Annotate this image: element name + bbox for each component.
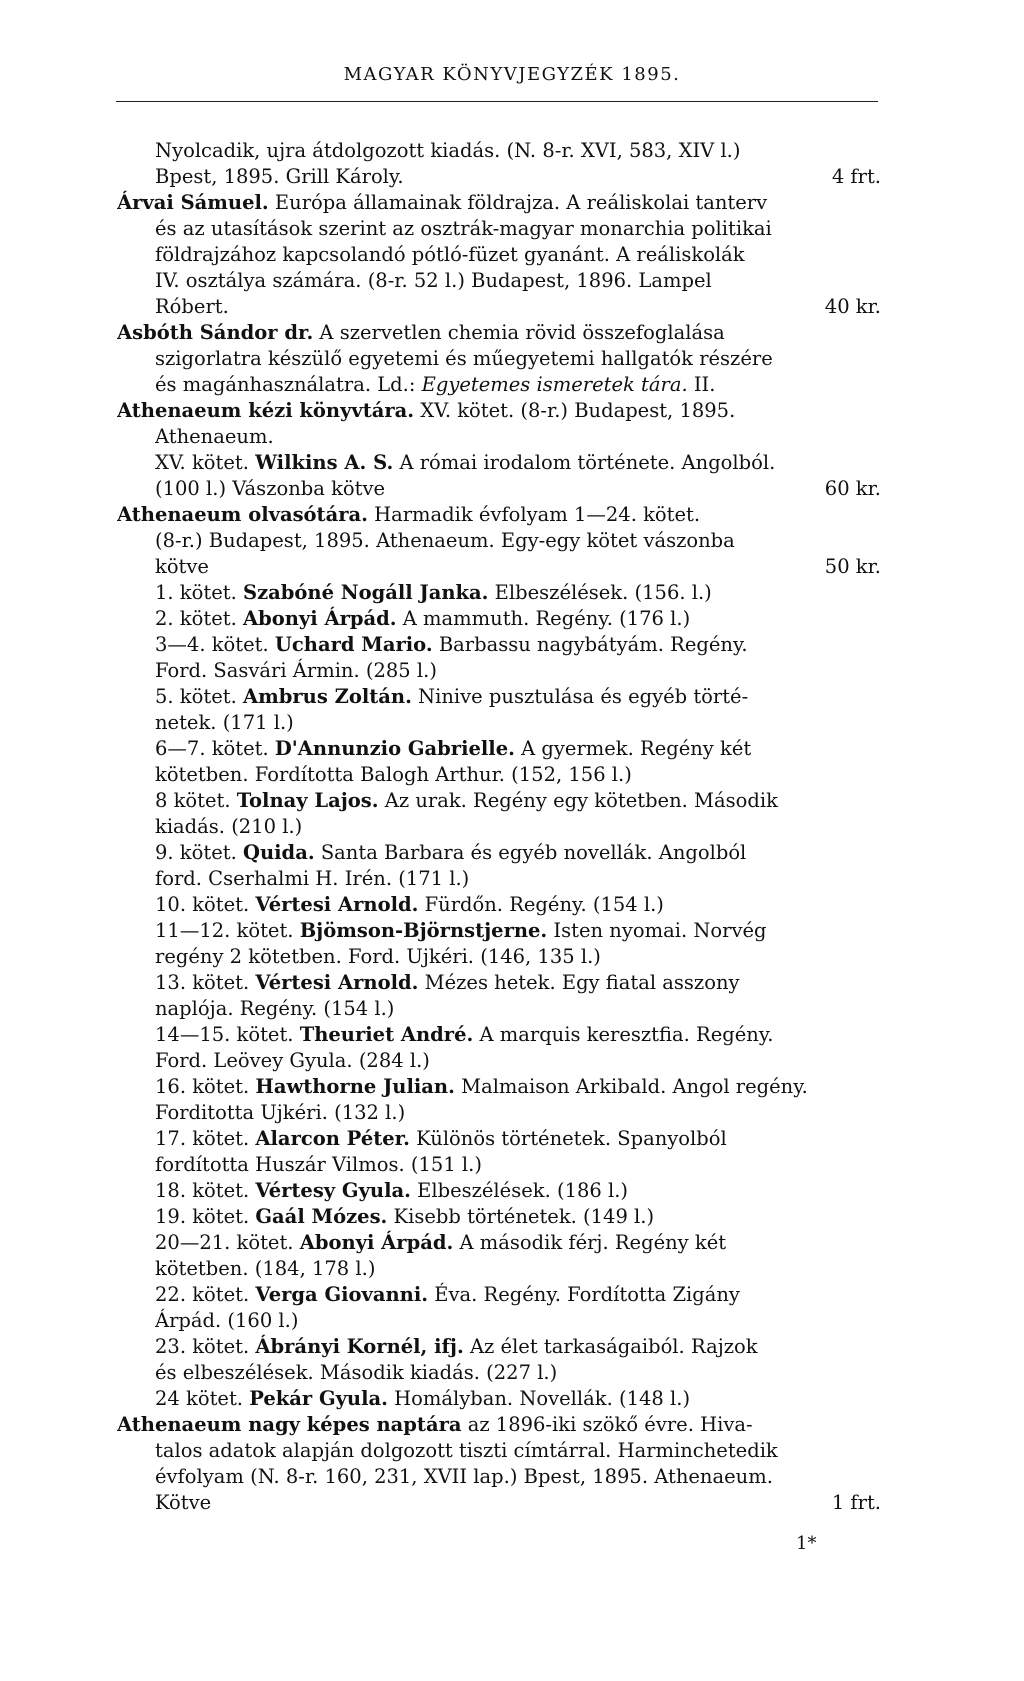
- text-segment: 20—21. kötet.: [155, 1231, 300, 1254]
- entry-heading: D'Annunzio Gabrielle.: [274, 737, 515, 760]
- text-segment: és elbeszélések. Második kiadás. (227 l.): [155, 1361, 558, 1384]
- text-line: [155, 1438, 881, 1464]
- text-segment: szigorlatra készülő egyetemi és műegyetemi hallgatók részére: [155, 347, 773, 370]
- text-segment: A mammuth. Regény. (176 l.): [396, 607, 691, 630]
- text-segment: Az urak. Regény egy kötetben. Második: [378, 789, 778, 812]
- text-segment: az 1896-iki szökő évre. Hiva-: [461, 1413, 753, 1436]
- text-segment: A második férj. Regény két: [453, 1231, 727, 1254]
- text-line: [155, 762, 881, 788]
- text-segment: Ford. Leövey Gyula. (284 l.): [155, 1049, 430, 1072]
- entry-start-line: [117, 502, 881, 528]
- text-segment: IV. osztálya számára. (8-r. 52 l.) Budapest, 1896. Lampel: [155, 269, 712, 292]
- text-segment: Éva. Regény. Fordította Zigány: [428, 1283, 740, 1306]
- text-line: [155, 242, 881, 268]
- text-segment: 9. kötet.: [155, 841, 243, 864]
- text-segment: Santa Barbara és egyéb novellák. Angolból: [314, 841, 747, 864]
- text-segment: Kisebb történetek. (149 l.): [387, 1205, 655, 1228]
- text-segment: A gyermek. Regény két: [514, 737, 752, 760]
- text-segment: XV. kötet. (8-r.) Budapest, 1895.: [414, 399, 736, 422]
- text-segment: földrajzához kapcsolandó pótló-füzet gyanánt. A reáliskolák: [155, 243, 745, 266]
- entry-heading: Quida.: [242, 841, 315, 864]
- text-line: [155, 1178, 881, 1204]
- text-segment: Róbert.: [155, 295, 229, 318]
- entry-heading: Vértesy Gyula.: [255, 1179, 411, 1202]
- text-line: [155, 918, 881, 944]
- text-segment: Barbassu nagybátyám. Regény.: [432, 633, 748, 656]
- text-segment: 8 kötet.: [155, 789, 237, 812]
- text-line: [155, 996, 881, 1022]
- text-segment: 24 kötet.: [155, 1387, 250, 1410]
- entry-heading: Athenaeum kézi könyvtára.: [117, 399, 415, 422]
- header-rule: [116, 101, 878, 102]
- text-line: [155, 216, 881, 242]
- text-segment: Kötve: [155, 1491, 212, 1514]
- text-segment: Malmaison Arkibald. Angol regény.: [454, 1075, 808, 1098]
- text-segment: 4 frt.: [831, 165, 881, 188]
- text-segment: Bpest, 1895. Grill Károly.: [155, 165, 404, 188]
- text-segment: II.: [687, 373, 716, 396]
- text-segment: 1 frt.: [831, 1491, 881, 1514]
- text-line: [155, 1126, 881, 1152]
- entry-heading: Vértesi Arnold.: [255, 893, 419, 916]
- text-segment: Nyolcadik, ujra átdolgozott kiadás. (N. 8-r. XVI, 583, XIV l.): [155, 139, 741, 162]
- entry-heading: Asbóth Sándor dr.: [117, 321, 314, 344]
- text-line: [155, 164, 881, 190]
- text-segment: Fürdőn. Regény. (154 l.): [418, 893, 664, 916]
- text-segment: (8-r.) Budapest, 1895. Athenaeum. Egy-egy kötet vászonba: [155, 529, 735, 552]
- text-segment: Az élet tarkaságaiból. Rajzok: [463, 1335, 758, 1358]
- text-line: [155, 424, 881, 450]
- text-segment: évfolyam (N. 8-r. 160, 231, XVII lap.) Bpest, 1895. Athenaeum.: [155, 1465, 773, 1488]
- entry-start-line: [117, 1412, 881, 1438]
- text-line: [155, 944, 881, 970]
- text-segment: Különös történetek. Spanyolból: [409, 1127, 727, 1150]
- catalog-entries: [117, 138, 881, 1516]
- text-segment: 40 kr.: [824, 295, 881, 318]
- text-segment: 11—12. kötet.: [155, 919, 300, 942]
- text-line: [155, 580, 881, 606]
- text-segment: kiadás. (210 l.): [155, 815, 303, 838]
- text-line: [155, 346, 881, 372]
- text-segment: 18. kötet.: [155, 1179, 256, 1202]
- text-line: [155, 814, 881, 840]
- text-segment: 22. kötet.: [155, 1283, 256, 1306]
- text-segment: 5. kötet.: [155, 685, 243, 708]
- text-segment: kötetben. (184, 178 l.): [155, 1257, 376, 1280]
- text-segment: 6—7. kötet.: [155, 737, 275, 760]
- text-segment: 1. kötet.: [155, 581, 243, 604]
- text-segment: Mézes hetek. Egy fiatal asszony: [418, 971, 740, 994]
- text-segment: 50 kr.: [824, 555, 881, 578]
- entry-heading: Ambrus Zoltán.: [242, 685, 412, 708]
- text-segment: naplója. Regény. (154 l.): [155, 997, 395, 1020]
- text-segment: A marquis keresztfia. Regény.: [473, 1023, 774, 1046]
- text-segment: kötetben. Fordította Balogh Arthur. (152, 156 l.): [155, 763, 632, 786]
- signature-mark: 1*: [796, 1533, 817, 1554]
- text-segment: 23. kötet.: [155, 1335, 256, 1358]
- text-line: [155, 1204, 881, 1230]
- text-segment: Árpád. (160 l.): [155, 1309, 299, 1332]
- text-segment: Athenaeum.: [155, 425, 274, 448]
- text-line: [155, 138, 881, 164]
- entry-start-line: [117, 320, 881, 346]
- entry-heading: Vértesi Arnold.: [255, 971, 419, 994]
- text-segment: fordította Huszár Vilmos. (151 l.): [155, 1153, 482, 1176]
- text-segment: 13. kötet.: [155, 971, 256, 994]
- entry-heading: Wilkins A. S.: [255, 451, 394, 474]
- text-segment: ford. Cserhalmi H. Irén. (171 l.): [155, 867, 470, 890]
- text-segment: 60 kr.: [824, 477, 881, 500]
- text-segment: 19. kötet.: [155, 1205, 256, 1228]
- text-segment: 16. kötet.: [155, 1075, 256, 1098]
- running-header: MAGYAR KÖNYVJEGYZÉK 1895.: [343, 64, 681, 85]
- entry-heading: Hawthorne Julian.: [255, 1075, 455, 1098]
- text-line: [155, 1256, 881, 1282]
- entry-heading: Ábrányi Kornél, ifj.: [255, 1335, 464, 1358]
- text-line: [155, 1230, 881, 1256]
- text-segment: netek. (171 l.): [155, 711, 294, 734]
- text-line: [155, 1282, 881, 1308]
- text-line: [155, 554, 881, 580]
- text-line: [155, 866, 881, 892]
- entry-heading: Árvai Sámuel.: [117, 191, 269, 214]
- text-segment: Forditotta Ujkéri. (132 l.): [155, 1101, 406, 1124]
- text-segment: 14—15. kötet.: [155, 1023, 300, 1046]
- text-segment: és az utasítások szerint az osztrák-magyar monarchia politikai: [155, 217, 772, 240]
- text-segment: kötve: [155, 555, 209, 578]
- text-segment: 17. kötet.: [155, 1127, 256, 1150]
- text-segment: XV. kötet.: [155, 451, 256, 474]
- text-line: [155, 1100, 881, 1126]
- text-line: [155, 658, 881, 684]
- text-line: [155, 294, 881, 320]
- text-line: [155, 1490, 881, 1516]
- text-line: [155, 528, 881, 554]
- text-line: [155, 684, 881, 710]
- text-segment: Elbeszélések. (186 l.): [410, 1179, 629, 1202]
- entry-heading: Bjömson-Björnstjerne.: [299, 919, 548, 942]
- text-line: [155, 450, 881, 476]
- text-line: [155, 632, 881, 658]
- text-segment: regény 2 kötetben. Ford. Ujkéri. (146, 135 l.): [155, 945, 601, 968]
- text-segment: (100 l.) Vászonba kötve: [155, 477, 386, 500]
- entry-heading: Uchard Mario.: [274, 633, 433, 656]
- entry-start-line: [117, 190, 881, 216]
- text-line: [155, 1334, 881, 1360]
- text-line: [155, 1386, 881, 1412]
- text-line: [155, 710, 881, 736]
- entry-heading: Abonyi Árpád.: [299, 1231, 454, 1254]
- text-line: [155, 476, 881, 502]
- italic-reference: Egyetemes ismeretek tára.: [421, 373, 688, 396]
- text-line: [155, 1022, 881, 1048]
- text-segment: Harmadik évfolyam 1—24. kötet.: [367, 503, 701, 526]
- text-segment: és magánhasználatra. Ld.:: [155, 373, 422, 396]
- text-line: [155, 892, 881, 918]
- text-line: [155, 970, 881, 996]
- entry-heading: Szabóné Nogáll Janka.: [242, 581, 489, 604]
- text-line: [155, 1464, 881, 1490]
- text-line: [155, 840, 881, 866]
- text-segment: talos adatok alapján dolgozott tiszti címtárral. Harminchetedik: [155, 1439, 778, 1462]
- text-segment: A római irodalom története. Angolból.: [393, 451, 776, 474]
- text-segment: Európa államainak földrajza. A reáliskolai tanterv: [268, 191, 768, 214]
- entry-heading: Athenaeum nagy képes naptára: [117, 1413, 462, 1436]
- text-segment: A szervetlen chemia rövid összefoglalása: [313, 321, 725, 344]
- text-line: [155, 1308, 881, 1334]
- text-line: [155, 268, 881, 294]
- entry-heading: Alarcon Péter.: [255, 1127, 410, 1150]
- entry-heading: Tolnay Lajos.: [236, 789, 379, 812]
- entry-heading: Gaál Mózes.: [255, 1205, 388, 1228]
- entry-heading: Pekár Gyula.: [249, 1387, 388, 1410]
- text-segment: Ford. Sasvári Ármin. (285 l.): [155, 659, 437, 682]
- text-line: [155, 606, 881, 632]
- text-segment: Elbeszélések. (156. l.): [488, 581, 712, 604]
- text-line: [155, 1048, 881, 1074]
- text-line: [155, 1074, 881, 1100]
- entry-heading: Abonyi Árpád.: [242, 607, 397, 630]
- text-segment: 3—4. kötet.: [155, 633, 275, 656]
- text-line: [155, 1360, 881, 1386]
- text-segment: Homályban. Novellák. (148 l.): [387, 1387, 691, 1410]
- entry-heading: Theuriet André.: [299, 1023, 474, 1046]
- entry-start-line: [117, 398, 881, 424]
- text-line: [155, 736, 881, 762]
- text-segment: 10. kötet.: [155, 893, 256, 916]
- text-line: [155, 788, 881, 814]
- text-segment: 2. kötet.: [155, 607, 243, 630]
- text-segment: Isten nyomai. Norvég: [547, 919, 767, 942]
- text-line: [155, 372, 881, 398]
- entry-heading: Athenaeum olvasótára.: [117, 503, 368, 526]
- entry-heading: Verga Giovanni.: [255, 1283, 429, 1306]
- text-line: [155, 1152, 881, 1178]
- text-segment: Ninive pusztulása és egyéb törté-: [411, 685, 749, 708]
